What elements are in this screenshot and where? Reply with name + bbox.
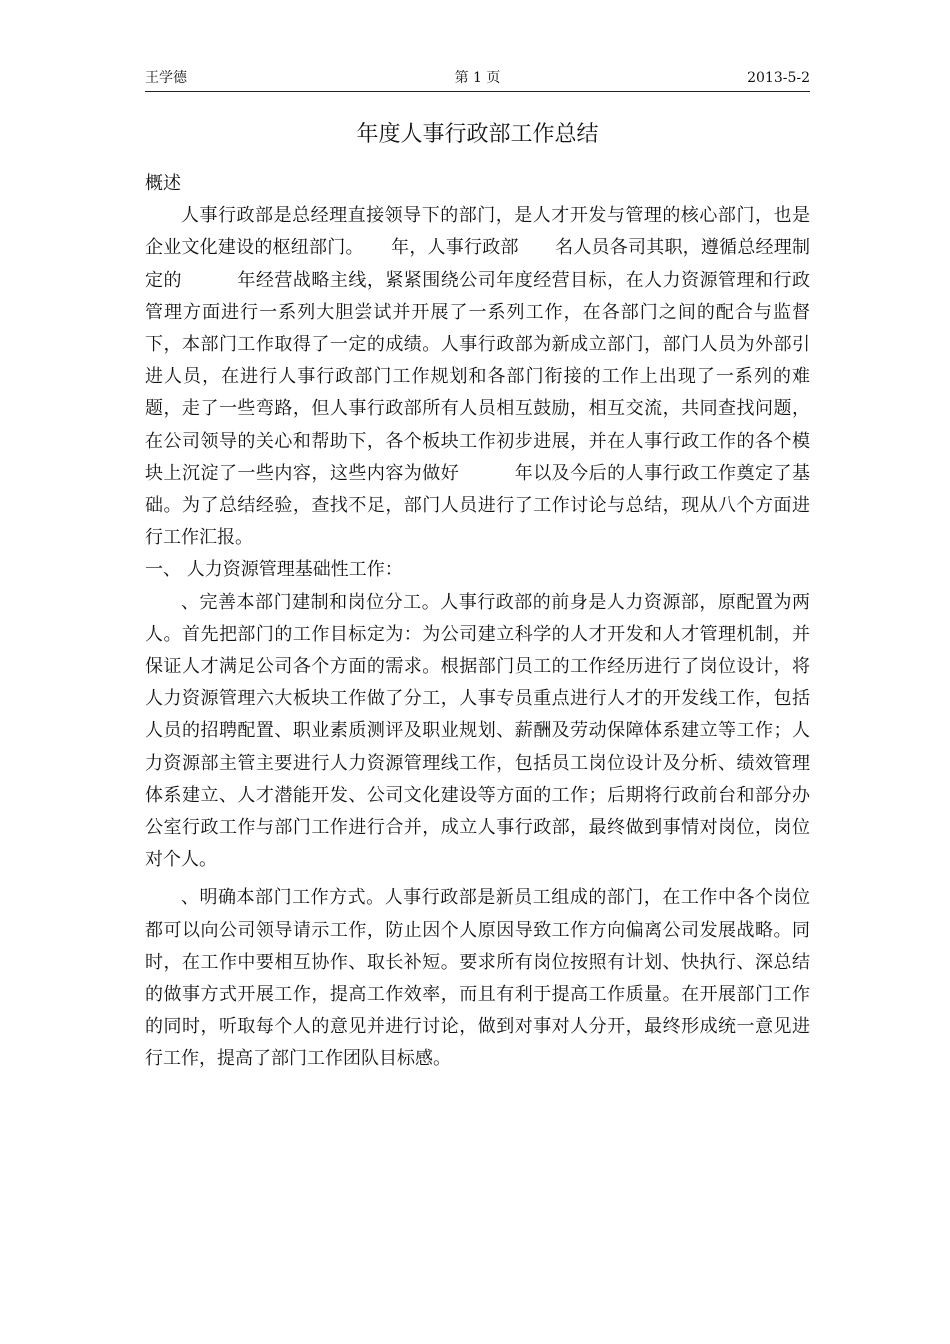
header-date: 2013-5-2 <box>747 70 810 86</box>
header-author: 王学德 <box>145 70 187 86</box>
section-heading: 一、 人力资源管理基础性工作： <box>145 559 403 581</box>
document-body <box>145 168 810 1076</box>
overview-heading: 概述 <box>145 173 181 194</box>
overview-paragraph: 人事行政部是总经理直接领导下的部门，是人才开发与管理的核心部门，也是企业文化建设的枢纽部门。 年，人事行政部 名人员各司其职，遵循总经理制定的 年经营战略主线，紧紧围绕公司年度经营目标，在人力资源管理和行政管理方面进行一系列大胆尝试并开展了一系列工作，在各部门之间的配合与监督下，本部门工作取得了一定的成绩。人事行政部为新成立部门，部门人员为外部引进人员，在进行人事行政部门工作规划和各部门衔接的工作上出现了一系列的难题，走了一些弯路，但人事行政部所有人员相互鼓励，相互交流，共同查找问题，在公司领导的关心和帮助下，各个板块工作初步进展，并在人事行政工作的各个模块上沉淀了一些内容，这些内容为做好 年以及今后的人事行政工作奠定了基础。为了总结经验，查找不足，部门人员进行了工作讨论与总结，现从八个方面进行工作汇报。 <box>145 205 810 549</box>
header-page-number: 第 1 页 <box>454 70 501 86</box>
document-title: 年度人事行政部工作总结 <box>356 122 599 147</box>
body-paragraph: 、完善本部门建制和岗位分工。人事行政部的前身是人力资源部，原配置为两人。首先把部门的工作目标定为：为公司建立科学的人才开发和人才管理机制，并保证人才满足公司各个方面的需求。根据部门员工的工作经历进行了岗位设计，将人力资源管理六大板块工作做了分工，人事专员重点进行人才的开发线工作，包括人员的招聘配置、职业素质测评及职业规划、薪酬及劳动保障体系建立等工作；人力资源部主管主要进行人力资源管理线工作，包括员工岗位设计及分析、绩效管理体系建立、人才潜能开发、公司文化建设等方面的工作；后期将行政前台和部分办公室行政工作与部门工作进行合并，成立人事行政部，最终做到事情对岗位，岗位对个人。 <box>145 591 810 871</box>
body-paragraph: 、明确本部门工作方式。人事行政部是新员工组成的部门，在工作中各个岗位都可以向公司领导请示工作，防止因个人原因导致工作方向偏离公司发展战略。同时，在工作中要相互协作、取长补短。要求所有岗位按照有计划、快执行、深总结的做事方式开展工作，提高工作效率，而且有利于提高工作质量。在开展部门工作的同时，听取每个人的意见并进行讨论，做到对事对人分开，最终形成统一意见进行工作，提高了部门工作团队目标感。 <box>145 887 810 1070</box>
page-header <box>145 68 810 92</box>
header-divider <box>145 91 810 92</box>
